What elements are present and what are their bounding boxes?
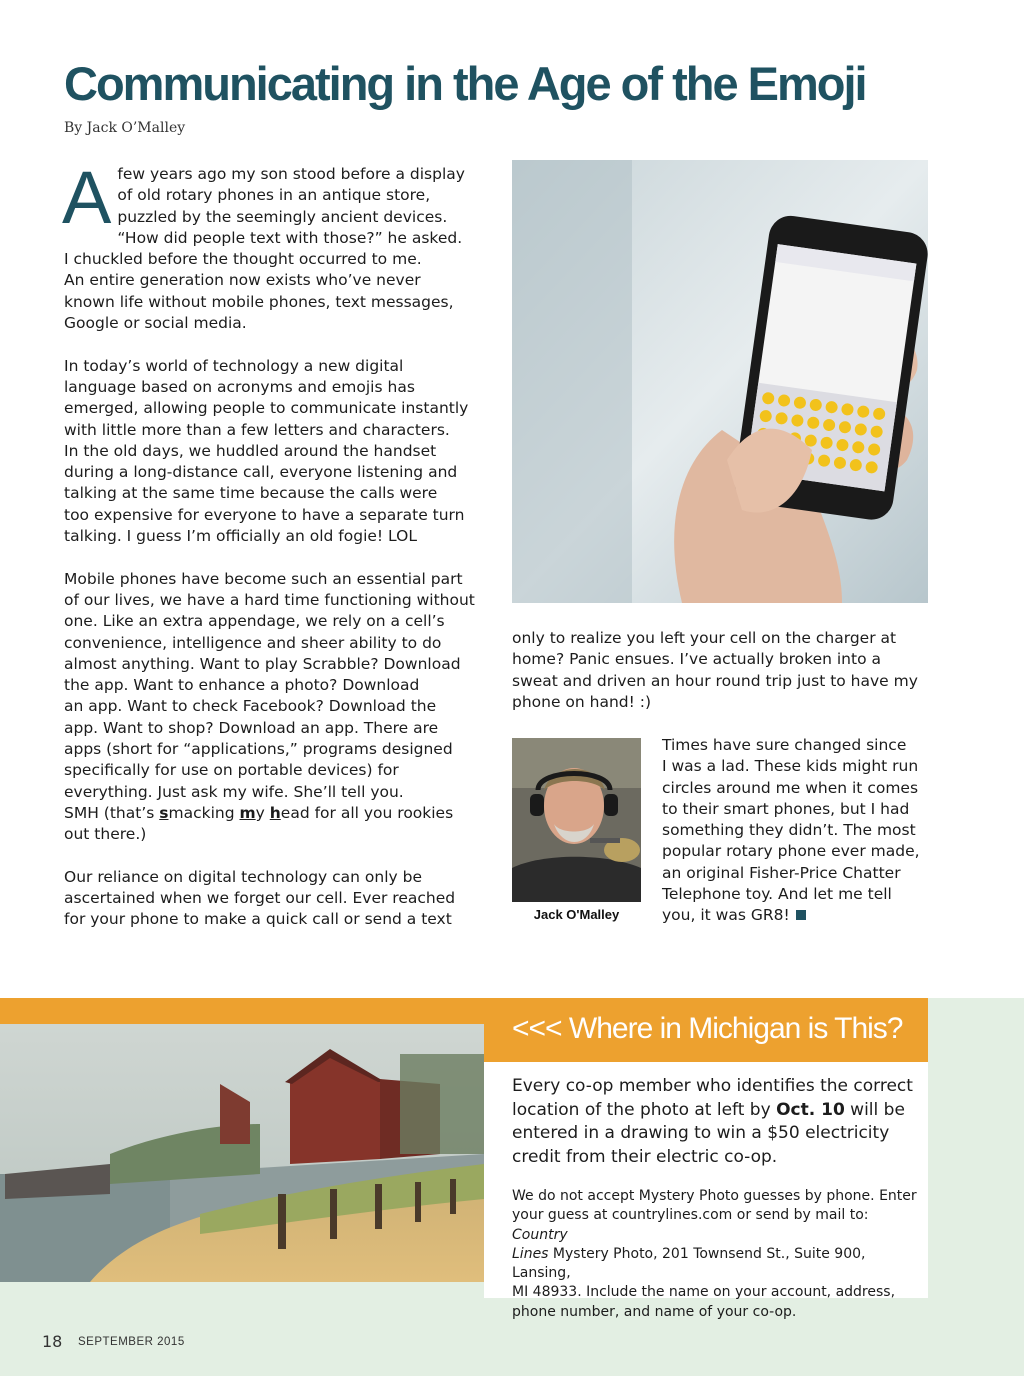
issue-date: SEPTEMBER 2015 <box>78 1336 185 1348</box>
article-column-right-top <box>512 628 932 713</box>
smh-word-2: y <box>255 803 270 822</box>
smh-word-1: macking <box>168 803 240 822</box>
article-paragraph-5: only to realize you left your cell on the charger at home? Panic ensues. I’ve actually broken into a sweat and driven an hour round trip just to have my phone on hand! :) <box>512 629 918 711</box>
smh-letter-m: m <box>239 803 256 822</box>
paragraph-6-text: Times have sure changed since I was a lad. These kids might run circles around me when it comes to their smart phones, but I had something they didn’t. The most popular rotary phone ever made, an original Fisher-Price Chatter Telephone toy. And let me tell you, it was GR8! <box>662 736 920 925</box>
paragraph-3-text: Mobile phones have become such an essential part of our lives, we have a hard time functioning without one. Like an extra appendage, we rely on a cell’s convenience, intelligence and sheer ability to do almost anything. Want to play Scrabble? Download the app. Want to enhance a photo? Download an app. Want to check Facebook? Download the app. Want to shop? Download an app. There are apps (short for “applications,” programs designed specifically for use on portable devices) for everything. Just ask my wife. She’ll tell you. <box>64 569 475 801</box>
square-end-mark-icon <box>796 910 806 920</box>
article-paragraph-2: In today’s world of technology a new digital language based on acronyms and emojis has emerged, allowing people to communicate instantly with little more than a few letters and characters. In the old days, we huddled around the handset during a long-distance call, everyone listening and talking at the same time because the calls were too expensive for everyone to have a separate turn talking. I guess I’m officially an old fogie! LOL <box>64 356 469 546</box>
mystery-lead-text <box>512 1075 922 1169</box>
article-paragraph-4: Our reliance on digital technology can only be ascertained when we forget our cell. Ever reached for your phone to make a quick call or send a text <box>64 867 456 929</box>
mystery-rules-text <box>512 1187 926 1322</box>
author-portrait-photo <box>512 738 641 902</box>
magazine-name-lines: Lines <box>512 1245 549 1262</box>
smh-word-3: ead for all you rookies out there.) <box>64 803 454 844</box>
byline: By Jack O’Malley <box>64 120 186 136</box>
hand-holding-phone-photo <box>512 160 928 603</box>
mystery-barn-photo <box>0 1024 484 1282</box>
mystery-lead-part-2: will be entered in a drawing to win a $50 electricity credit from their electric co-op. <box>512 1099 905 1167</box>
mystery-lead-part-1: Every co-op member who identifies the correct location of the photo at left by <box>512 1076 913 1120</box>
article-paragraph-3 <box>64 569 492 846</box>
smh-letter-h: h <box>269 803 281 822</box>
smh-letter-s: s <box>159 803 169 822</box>
magazine-name-country: Country <box>512 1226 568 1243</box>
paragraph-1-text: few years ago my son stood before a display of old rotary phones in an antique store, puzzled by the seemingly ancient devices. “How did people text with those?” he asked. I chuckled before the thought occurred to me. An entire generation now exists who’ve never known life without mobile phones, text messages, Google or social media. <box>64 165 465 333</box>
article-column-right-bottom <box>662 735 932 927</box>
article-paragraph-6 <box>662 735 932 927</box>
smh-prefix: SMH (that’s <box>64 803 160 822</box>
mystery-deadline-date: Oct. 10 <box>776 1099 845 1120</box>
mystery-title: <<< Where in Michigan is This? <box>512 1012 903 1045</box>
mystery-rules-part-1: We do not accept Mystery Photo guesses by phone. Enter your guess at countrylines.com or send by mail to: <box>512 1188 917 1224</box>
article-title: Communicating in the Age of the Emoji <box>64 57 866 110</box>
drop-cap: A <box>62 156 112 239</box>
article-paragraph-1 <box>62 156 492 334</box>
page-number: 18 <box>42 1332 63 1351</box>
mystery-rules-part-2: Mystery Photo, 201 Townsend St., Suite 900, Lansing, MI 48933. Include the name on your account, address, phone number, and name of your co-op. <box>512 1245 896 1320</box>
article-column-left <box>62 156 492 931</box>
author-photo-caption: Jack O'Malley <box>533 907 620 922</box>
